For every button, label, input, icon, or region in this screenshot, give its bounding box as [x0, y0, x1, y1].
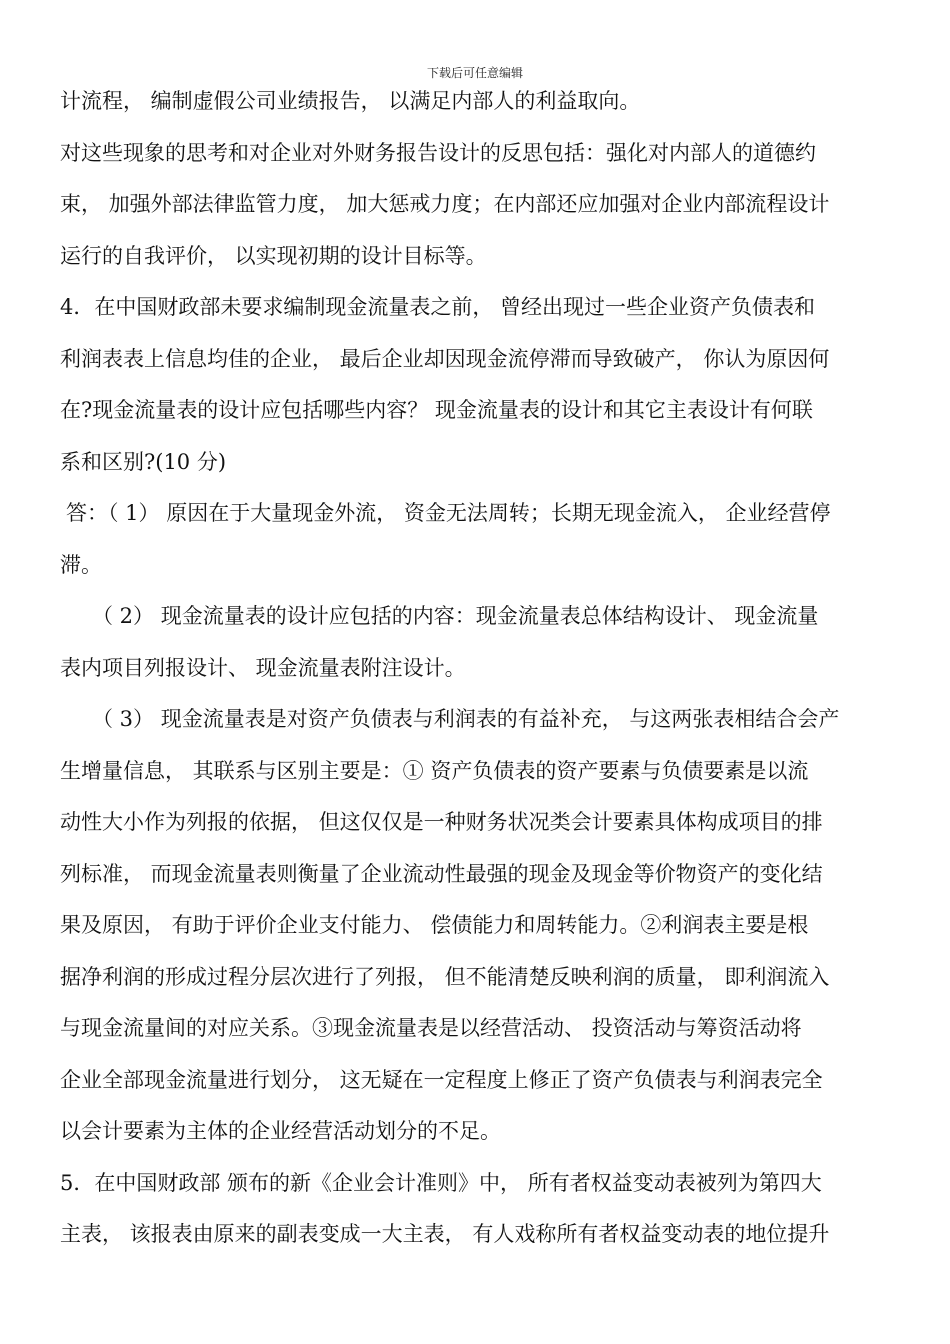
answer-point-2-line: （ 2） 现金流量表的设计应包括的内容：现金流量表总体结构设计、 现金流量: [92, 604, 819, 628]
text-line: 运行的自我评价， 以实现初期的设计目标等。: [60, 243, 487, 268]
text-line: 列标准， 而现金流量表则衡量了企业流动性最强的现金及现金等价物资产的变化结: [60, 861, 823, 886]
text-line: 果及原因， 有助于评价企业支付能力、 偿债能力和周转能力。②利润表主要是根: [60, 913, 809, 937]
text-line: 企业全部现金流量进行划分， 这无疑在一定程度上修正了资产负债表与利润表完全: [60, 1067, 823, 1092]
text-line: 以会计要素为主体的企业经营活动划分的不足。: [60, 1119, 501, 1143]
text-line: 在?现金流量表的设计应包括哪些内容？ 现金流量表的设计和其它主表设计有何联: [60, 398, 813, 422]
text-line: 表内项目列报设计、 现金流量表附注设计。: [60, 655, 466, 680]
text-line: 利润表表上信息均佳的企业， 最后企业却因现金流停滞而导致破产， 你认为原因何: [60, 346, 830, 371]
text-line: 系和区别?(10 分): [60, 449, 227, 474]
page-header-note: 下载后可任意编辑: [426, 66, 523, 80]
question-5-line: 5．在中国财政部 颁布的新《企业会计准则》中， 所有者权益变动表被列为第四大: [60, 1170, 822, 1195]
text-line: 对这些现象的思考和对企业对外财务报告设计的反思包括：强化对内部人的道德约: [60, 140, 816, 165]
text-line: 主表， 该报表由原来的副表变成一大主表， 有人戏称所有者权益变动表的地位提升: [60, 1222, 830, 1246]
text-line: 生增量信息， 其联系与区别主要是：① 资产负债表的资产要素与负债要素是以流: [60, 758, 809, 783]
text-line: 据净利润的形成过程分层次进行了列报， 但不能清楚反映利润的质量， 即利润流入: [60, 964, 830, 989]
answer-point-3-line: （ 3） 现金流量表是对资产负债表与利润表的有益补充， 与这两张表相结合会产: [92, 707, 840, 731]
question-4-line: 4．在中国财政部未要求编制现金流量表之前， 曾经出现过一些企业资产负债表和: [60, 295, 816, 319]
text-line: 与现金流量间的对应关系。③现金流量表是以经营活动、 投资活动与筹资活动将: [60, 1016, 802, 1040]
answer-line: 答：（ 1） 原因在于大量现金外流， 资金无法周转；长期无现金流入， 企业经营停: [66, 501, 831, 525]
document-body: [60, 80, 894, 1265]
text-line: 滞。: [60, 552, 102, 577]
text-line: 动性大小作为列报的依据， 但这仅仅是一种财务状况类会计要素具体构成项目的排: [60, 810, 823, 834]
text-line: 束， 加强外部法律监管力度， 加大惩戒力度；在内部还应加强对企业内部流程设计: [60, 192, 830, 216]
text-line: 计流程， 编制虚假公司业绩报告， 以满足内部人的利益取向。: [60, 89, 641, 113]
